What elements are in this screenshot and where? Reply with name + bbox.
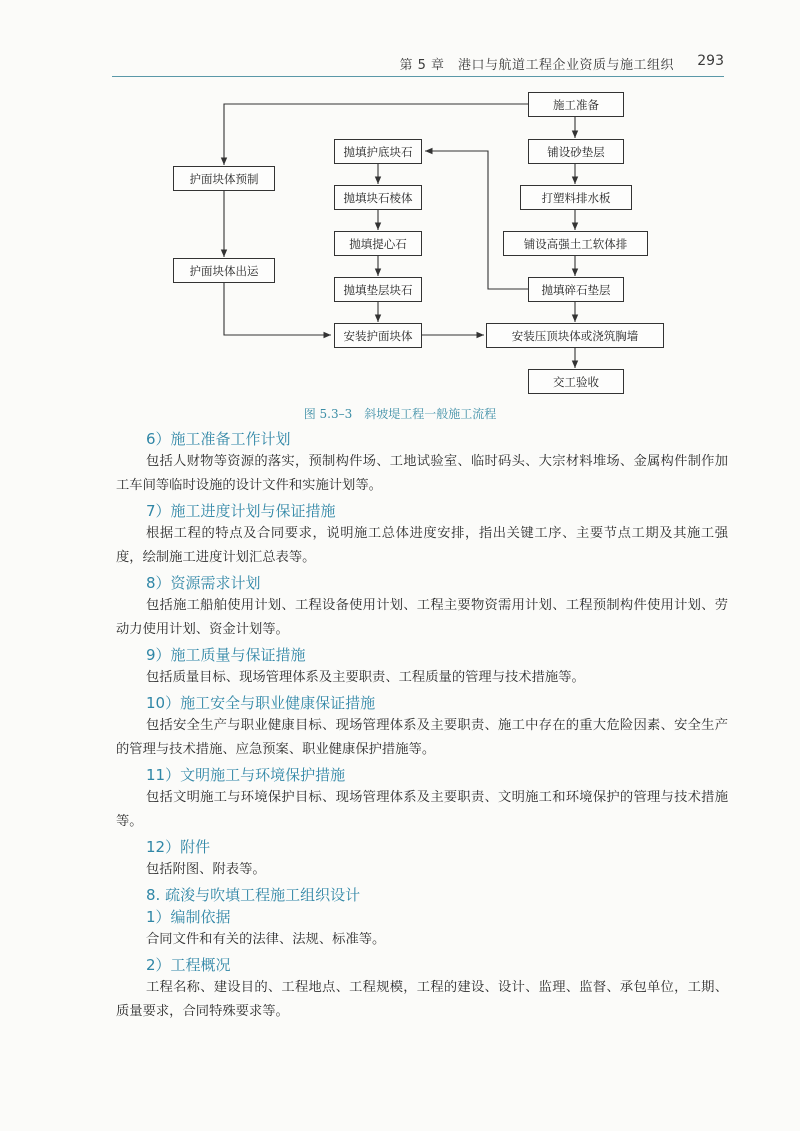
flow-box-core: 抛填提心石 [334,231,422,256]
chapter-title: 第 5 章 港口与航道工程企业资质与施工组织 [399,58,674,73]
flow-box-prep: 施工准备 [528,92,624,117]
section-heading: 2）工程概况 [146,956,231,974]
section-paragraph: 包括人财物等资源的落实，预制构件场、工地试验室、临时码头、大宗材料堆场、金属构件制作加工车间等临时设施的设计文件和实施计划等。 [116,454,728,493]
section-heading: 1）编制依据 [146,908,231,926]
section-paragraph: 合同文件和有关的法律、法规、标准等。 [146,932,386,947]
section-8-resources [116,572,728,642]
section-heading: 8）资源需求计划 [146,574,261,592]
flow-box-gravel: 抛填碎石垫层 [528,277,624,302]
flow-box-transport: 护面块体出运 [173,258,275,283]
flow-box-crown: 安装压顶块体或浇筑胸墙 [486,323,664,348]
section-paragraph: 工程名称、建设目的、工程地点、工程规模，工程的建设、设计、监理、监督、承包单位，工期、质量要求，合同特殊要求等。 [116,980,728,1019]
section-paragraph: 包括文明施工与环境保护目标、现场管理体系及主要职责、文明施工和环境保护的管理与技术措施等。 [116,790,728,829]
section-paragraph: 包括安全生产与职业健康目标、现场管理体系及主要职责、施工中存在的重大危险因素、安全生产的管理与技术措施、应急预案、职业健康保护措施等。 [116,718,728,757]
section-11 [116,764,728,834]
section-7 [116,500,728,570]
section-heading: 7）施工进度计划与保证措施 [146,502,336,520]
section-12 [116,836,728,882]
page-number: 293 [697,53,724,69]
section-paragraph: 包括质量目标、现场管理体系及主要职责、工程质量的管理与技术措施等。 [146,670,585,685]
section-10 [116,692,728,762]
section-heading: 11）文明施工与环境保护措施 [146,766,346,784]
chapter-section-dredging [116,884,728,1024]
flow-box-cushion: 抛填垫层块石 [334,277,422,302]
figure-caption: 图 5.3–3 斜坡堤工程一般施工流程 [303,407,497,421]
arrow-gravel-toe [425,151,528,289]
main-section-heading: 8. 疏浚与吹填工程施工组织设计 [146,886,361,904]
section-heading: 12）附件 [146,838,211,856]
section-9 [116,644,728,690]
section-paragraph: 根据工程的特点及合同要求，说明施工总体进度安排，指出关键工序、主要节点工期及其施工强度，绘制施工进度计划汇总表等。 [116,526,728,565]
flow-box-sand: 铺设砂垫层 [528,139,624,164]
flow-box-prism: 抛填块石棱体 [334,185,422,210]
section-paragraph: 包括施工船舶使用计划、工程设备使用计划、工程主要物资需用计划、工程预制构件使用计划、劳动力使用计划、资金计划等。 [116,598,728,637]
flow-box-drain: 打塑料排水板 [520,185,632,210]
flow-box-install: 安装护面块体 [334,323,422,348]
section-heading: 9）施工质量与保证措施 [146,646,306,664]
flow-box-accept: 交工验收 [528,369,624,394]
section-heading: 10）施工安全与职业健康保证措施 [146,694,376,712]
section-heading: 6）施工准备工作计划 [146,430,291,448]
arrow-transport-install [224,283,331,335]
flow-box-precast: 护面块体预制 [173,166,275,191]
flow-box-geotextile: 铺设高强土工软体排 [503,231,648,256]
flow-box-toe: 抛填护底块石 [334,139,422,164]
section-6 [116,428,728,498]
section-paragraph: 包括附图、附表等。 [146,862,266,877]
body-text [116,428,728,1026]
